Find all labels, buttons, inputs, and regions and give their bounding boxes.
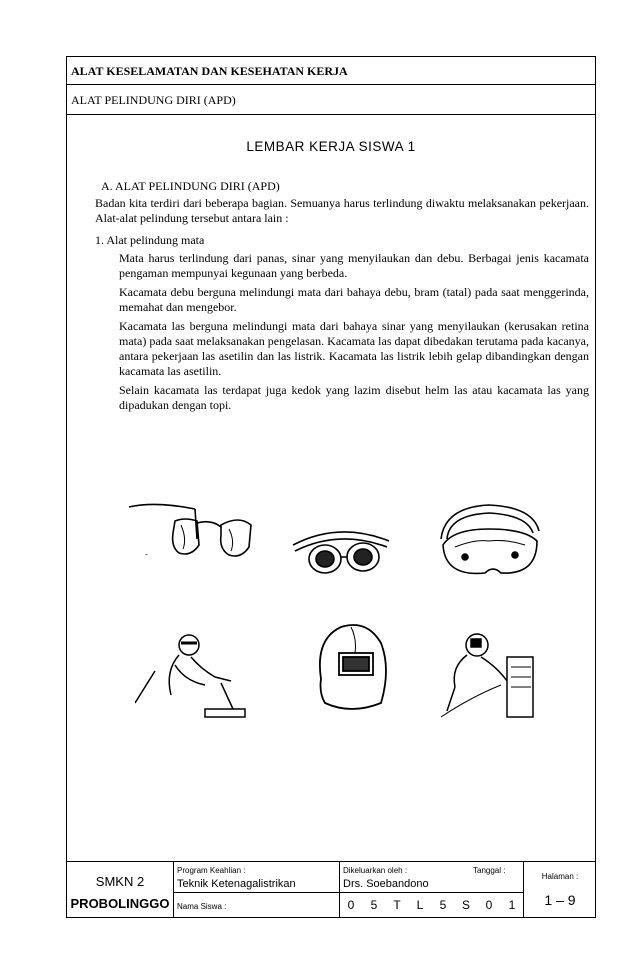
school-city: PROBOLINGGO (70, 896, 170, 911)
section-intro: Badan kita terdiri dari beberapa bagian. Semuanya harus terlindung diwaktu melaksanakan pekerjaan. Alat-alat pelindung tersebut antara lain : (95, 196, 589, 225)
welding-helmet-image (311, 619, 393, 715)
footer-table (67, 861, 595, 918)
school-name: SMKN 2 (95, 874, 145, 889)
code-char: S (461, 898, 470, 912)
dust-goggles-image (289, 523, 393, 581)
section-heading: A. ALAT PELINDUNG DIRI (APD) (101, 179, 280, 193)
header-subtitle: ALAT PELINDUNG DIRI (APD) (67, 85, 595, 115)
paragraph-4: Selain kacamata las terdapat juga kedok yang lazim disebut helm las atau kacamata las yang dipadukan dengan topi. (119, 383, 589, 412)
code-char: T (393, 898, 401, 912)
sheet-title: LEMBAR KERJA SISWA 1 (246, 139, 416, 154)
svg-text:-: - (145, 550, 148, 559)
paragraph-2: Kacamata debu berguna melindungi mata dari bahaya debu, bram (tatal) pada saat menggerinda, memahat dan mengebor. (119, 285, 589, 314)
student-name-label: Nama Siswa : (177, 902, 227, 911)
paragraph-3: Kacamata las berguna melindungi mata dari bahaya sinar yang menyilaukan (kerusakan retina mata) pada saat melaksanakan pengelasan. Kacamata las dapat dibedakan terutama pada kacanya, antara pekerjaan las asetilin dan las listrik. Kacamata las listrik lebih gelap dibandingkan dengan kacamata las asetilin. (119, 319, 589, 378)
program-label: Program Keahlian : (177, 866, 246, 875)
header-title: ALAT KESELAMATAN DAN KESEHATAN KERJA (67, 57, 595, 85)
illustrations (67, 489, 595, 729)
code-char: 5 (439, 898, 447, 912)
date-label: Tanggal : (473, 866, 506, 875)
code-char: 0 (485, 898, 493, 912)
issued-value: Drs. Soebandono (343, 878, 429, 890)
paragraph-1: Mata harus terlindung dari panas, sinar yang menyilaukan dan debu. Berbagai jenis kacamata pengaman mempunyai kegunaan yang berbeda. (119, 251, 589, 280)
safety-glasses-image (125, 499, 255, 569)
program-value: Teknik Ketenagalistrikan (177, 878, 296, 890)
page-number: 1 – 9 (544, 892, 576, 908)
code-char: 5 (370, 898, 378, 912)
code-char: L (416, 898, 424, 912)
content-body (95, 179, 589, 413)
code-char: 0 (347, 898, 355, 912)
welder-goggles-image (135, 625, 259, 721)
page-label: Halaman : (541, 872, 579, 881)
issued-label: Dikeluarkan oleh : (343, 866, 408, 875)
wide-goggles-image (435, 499, 543, 583)
code-char: 1 (508, 898, 516, 912)
worksheet-frame (66, 56, 596, 918)
item-title: 1. Alat pelindung mata (95, 233, 205, 247)
welder-helmet-image (441, 627, 551, 721)
